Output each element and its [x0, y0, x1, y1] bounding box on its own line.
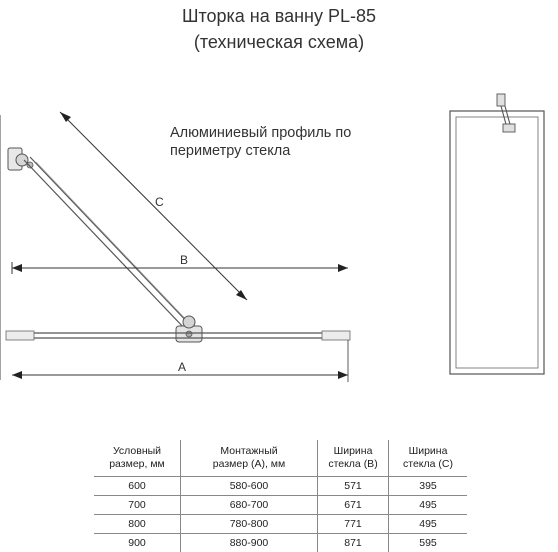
table-cell: 680-700: [181, 496, 318, 515]
table-row: [94, 534, 467, 552]
diagram-subtitle: (техническая схема): [0, 32, 558, 53]
diagram-title: Шторка на ванну PL-85: [0, 6, 558, 27]
table-cell: 395: [389, 477, 468, 496]
header-glass-width-b: Ширина стекла (В): [318, 440, 389, 477]
table-cell: 771: [318, 515, 389, 534]
table-cell: 871: [318, 534, 389, 552]
table-row: [94, 496, 467, 515]
table-header-row: [94, 440, 467, 477]
table-cell: 780-800: [181, 515, 318, 534]
table-cell: 880-900: [181, 534, 318, 552]
dimension-c-line: [60, 112, 247, 300]
table-cell: 700: [94, 496, 181, 515]
table-cell: 595: [389, 534, 468, 552]
table-cell: 580-600: [181, 477, 318, 496]
table-cell: 900: [94, 534, 181, 552]
table-row: [94, 515, 467, 534]
dimension-a-label: A: [178, 360, 186, 374]
glass-panel-open: [24, 157, 194, 330]
table-cell: 571: [318, 477, 389, 496]
dimension-c-label: C: [155, 195, 164, 209]
front-view-panel: [450, 111, 544, 374]
table-cell: 495: [389, 496, 468, 515]
wall-bracket: [8, 148, 33, 170]
header-glass-width-c: Ширина стекла (С): [389, 440, 468, 477]
table-cell: 495: [389, 515, 468, 534]
table-cell: 600: [94, 477, 181, 496]
profile-note-line-1: Алюминиевый профиль по: [170, 124, 400, 142]
dimension-b-label: B: [180, 253, 188, 267]
table-cell: 800: [94, 515, 181, 534]
header-nominal-size: Условный размер, мм: [94, 440, 181, 477]
size-table: [94, 440, 467, 552]
header-mounting-size: Монтажный размер (А), мм: [181, 440, 318, 477]
table-cell: 671: [318, 496, 389, 515]
profile-note-line-2: периметру стекла: [170, 142, 400, 160]
table-row: [94, 477, 467, 496]
